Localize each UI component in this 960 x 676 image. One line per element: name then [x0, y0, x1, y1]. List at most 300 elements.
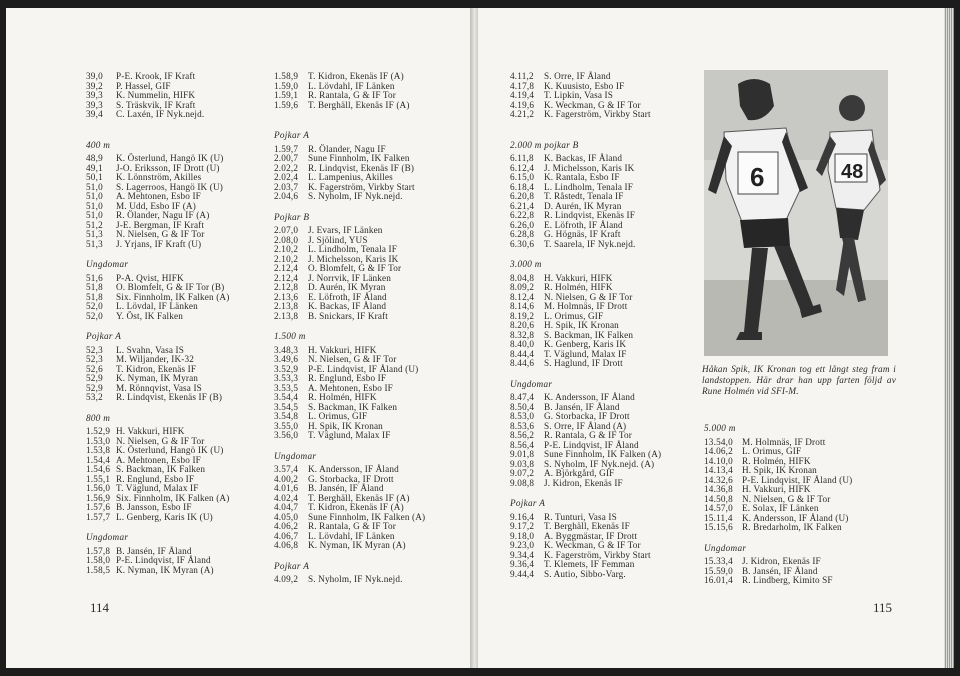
result-row — [86, 110, 229, 120]
result-time: 2.13,6 — [274, 291, 299, 302]
athlete-club: P-E. Krook, IF Kraft — [116, 71, 196, 81]
athlete-club: H. Spik, IK Kronan — [544, 320, 619, 330]
athlete-club: T. Råstedt, Tenala IF — [544, 191, 624, 201]
athlete-club: R. Rantala, G & IF Tor — [308, 90, 396, 100]
result-time: 2.12,4 — [274, 272, 299, 283]
section-heading: 400 m — [86, 139, 111, 150]
athlete-club: H. Vakkuri, HIFK — [116, 426, 185, 436]
results-column-right-2 — [704, 424, 852, 586]
result-time: 53,2 — [86, 392, 103, 402]
athlete-club: J. Yrjans, IF Kraft (U) — [116, 238, 202, 249]
result-row — [86, 312, 229, 322]
athlete-club: H. Vakkuri, HIFK — [742, 484, 811, 494]
athlete-club: T. Kidron, Ekenäs IF (A) — [308, 502, 404, 512]
result-time: 15.11,4 — [704, 512, 733, 523]
book-page-edges — [944, 8, 954, 668]
athlete-club: K. Andersson, IF Åland (U) — [742, 512, 849, 523]
section-heading: Pojkar A — [86, 331, 122, 341]
result-time: 3.54,4 — [274, 392, 299, 402]
result-time: 3.56,0 — [274, 430, 299, 440]
results-column-left-1 — [86, 72, 229, 575]
athlete-club: E. Solax, IF Länken — [742, 503, 819, 513]
result-time: 3.48,3 — [274, 344, 299, 355]
athlete-club: L. Lövdahl, IF Länken — [308, 530, 395, 541]
section-heading: 1.500 m — [274, 331, 306, 341]
result-time: 2.00,7 — [274, 153, 299, 163]
athlete-club: R. Lindqvist, Ekenäs IF (B) — [116, 392, 223, 402]
athlete-club: C. Laxén, IF Nyk.nejd. — [116, 109, 205, 119]
result-time: 8.32,8 — [510, 329, 535, 340]
athlete-club: L. Lampenius, Akilles — [308, 172, 393, 182]
result-row — [510, 110, 661, 120]
result-time: 6.15,0 — [510, 172, 535, 182]
athlete-club: K. Weckman, G & IF Tor — [544, 99, 641, 110]
result-time: 51,3 — [86, 238, 103, 249]
athlete-club: T. Väglund, Malax IF — [544, 348, 627, 359]
result-time: 4.00,2 — [274, 473, 299, 484]
result-time: 51,2 — [86, 219, 103, 230]
result-row — [274, 192, 425, 202]
result-time: 51,0 — [86, 181, 103, 192]
result-time: 8.53,6 — [510, 420, 535, 431]
result-time: 1.56,9 — [86, 492, 111, 503]
result-time: 2.12,8 — [274, 282, 299, 292]
result-time: 9.44,4 — [510, 568, 535, 579]
result-time: 6.26,0 — [510, 219, 535, 230]
athlete-club: A. Mehtonen, Esbo IF — [116, 191, 201, 201]
result-time: 52,9 — [86, 373, 103, 383]
result-row — [274, 541, 425, 551]
result-time: 14.06,2 — [704, 446, 733, 456]
athlete-club: P-E. Lindqvist, IF Åland — [116, 555, 211, 565]
result-time: 3.53,5 — [274, 382, 299, 393]
result-time: 2.13,8 — [274, 301, 299, 311]
athlete-club: O. Blomfelt, G & IF Tor (B) — [116, 282, 225, 292]
result-time: 14.10,0 — [704, 455, 733, 466]
result-time: 48,9 — [86, 153, 103, 163]
result-time: 1.55,1 — [86, 473, 111, 484]
result-time: 2.07,0 — [274, 225, 299, 235]
athlete-club: J-O. Eriksson, IF Drott (U) — [116, 162, 220, 173]
result-time: 9.08,8 — [510, 477, 535, 488]
athlete-club: E. Löfroth, IF Åland — [308, 291, 387, 302]
athlete-club: A. Mehtonen, Esbo IF — [116, 454, 201, 465]
athlete-club: T. Berghäll, Ekenäs IF (A) — [308, 99, 410, 110]
block-spacer — [274, 110, 425, 120]
result-time: 39,3 — [86, 90, 103, 100]
result-time: 3.49,6 — [274, 354, 299, 364]
result-time: 51,6 — [86, 272, 103, 283]
athlete-club: Sune Finnholm, IK Falken — [308, 153, 410, 163]
result-time: 1.54,4 — [86, 454, 111, 465]
result-time: 51,0 — [86, 200, 103, 211]
result-time: 6.12,4 — [510, 162, 535, 173]
athlete-club: K. Weckman, G & IF Tor — [544, 540, 641, 550]
result-time: 52,9 — [86, 382, 103, 393]
athlete-club: P-E. Lindqvist, IF Åland (U) — [308, 363, 419, 374]
result-time: 4.21,2 — [510, 109, 535, 119]
result-time: 52,0 — [86, 310, 103, 321]
page-number-left: 114 — [90, 600, 110, 615]
athlete-club: A. Björkgård, GIF — [544, 468, 615, 478]
athlete-club: K. Österlund, Hangö IK (U) — [116, 153, 224, 163]
runners-photo — [704, 70, 888, 356]
result-time: 14.50,8 — [704, 493, 733, 504]
result-time: 4.19,6 — [510, 99, 535, 110]
athlete-club: S. Nyholm, IF Nyk.nejd. — [308, 191, 403, 201]
athlete-club: T. Berghäll, Ekenäs IF — [544, 521, 630, 531]
athlete-club: T. Kidron, Ekenäs IF (A) — [308, 71, 404, 81]
athlete-club: J. Michelsson, Karis IK — [544, 162, 635, 173]
athlete-club: H. Spik, IK Kronan — [308, 420, 383, 431]
result-time: 1.56,0 — [86, 483, 111, 493]
result-time: 1.54,6 — [86, 464, 111, 474]
athlete-club: R. Tunturi, Vasa IS — [544, 511, 617, 522]
athlete-club: B. Snickars, IF Kraft — [308, 310, 388, 321]
result-time: 14.36,8 — [704, 484, 733, 494]
result-time: 15.15,6 — [704, 522, 733, 532]
athlete-club: J. Sjölind, YUS — [308, 234, 368, 245]
result-time: 14.13,4 — [704, 465, 733, 475]
athlete-club: L. Orimus, GIF — [308, 411, 368, 421]
athlete-club: T. Väglund, Malax IF — [116, 483, 199, 493]
result-row — [274, 101, 425, 111]
athlete-club: Six. Finnholm, IK Falken (A) — [116, 492, 230, 503]
athlete-club: N. Nielsen, G & IF Tor — [116, 229, 205, 239]
athlete-club: Sune Finnholm, IK Falken (A) — [544, 449, 662, 459]
result-time: 2.13,8 — [274, 310, 299, 321]
result-time: 1.53,0 — [86, 435, 111, 446]
athlete-club: S. Träskvik, IF Kraft — [116, 99, 196, 110]
athlete-club: M. Udd, Esbo IF (A) — [116, 200, 196, 211]
athlete-club: P-E. Lindqvist, IF Åland — [544, 439, 639, 450]
result-time: 4.17,8 — [510, 80, 535, 91]
athlete-club: K. Backas, IF Åland — [308, 301, 387, 311]
athlete-club: R. Ölander, Nagu IF — [308, 143, 386, 154]
athlete-club: A. Mehtonen, Esbo IF — [308, 382, 393, 393]
athlete-club: B. Jansén, IF Åland — [116, 545, 192, 556]
athlete-club: R. Holmén, HIFK — [742, 455, 811, 466]
result-row — [274, 431, 425, 441]
result-row — [274, 575, 425, 585]
athlete-club: M. Rönnqvist, Vasa IS — [116, 382, 202, 393]
result-time: 4.11,2 — [510, 71, 534, 81]
athlete-club: J. Kidron, Ekenäs IF — [742, 556, 821, 566]
result-time: 6.30,6 — [510, 238, 535, 249]
result-time: 8.12,4 — [510, 291, 535, 302]
athlete-club: N. Nielsen, G & IF Tor — [742, 493, 831, 504]
result-time: 9.23,0 — [510, 540, 535, 550]
athlete-club: K. Lönnström, Akilles — [116, 172, 202, 182]
result-time: 51,3 — [86, 229, 103, 239]
section-heading: Ungdomar — [704, 542, 747, 553]
result-time: 4.02,4 — [274, 492, 299, 503]
result-time: 4.09,2 — [274, 574, 299, 584]
result-time: 8.44,4 — [510, 348, 535, 359]
result-time: 8.44,6 — [510, 358, 535, 368]
athlete-club: R. Holmén, HIFK — [308, 392, 377, 402]
result-time: 1.52,9 — [86, 426, 111, 436]
result-time: 1.58,9 — [274, 71, 299, 81]
result-time: 1.59,0 — [274, 80, 299, 91]
athlete-club: K. Fagerström, Virkby Start — [308, 181, 415, 192]
result-time: 8.40,0 — [510, 339, 535, 349]
result-time: 6.28,8 — [510, 229, 535, 239]
result-time: 6.11,8 — [510, 153, 534, 163]
athlete-club: T. Väglund, Malax IF — [308, 430, 391, 440]
result-time: 9.01,8 — [510, 449, 535, 459]
athlete-club: G. Storbacka, IF Drott — [308, 473, 394, 484]
athlete-club: S. Backman, IK Falken — [116, 464, 206, 474]
athlete-club: L. Svahn, Vasa IS — [116, 344, 184, 355]
athlete-club: P-A. Qvist, HIFK — [116, 272, 184, 283]
athlete-club: S. Backman, IK Falken — [308, 401, 398, 412]
athlete-club: P. Hassel, GIF — [116, 80, 171, 91]
athlete-club: P-E. Lindqvist, IF Åland (U) — [742, 474, 853, 485]
result-time: 9.17,2 — [510, 521, 535, 531]
athlete-club: S. Lagerroos, Hangö IK (U) — [116, 181, 223, 192]
athlete-club: K. Rantala, Esbo IF — [544, 172, 620, 182]
result-time: 4.04,7 — [274, 502, 299, 512]
athlete-club: K. Nummelin, HIFK — [116, 90, 196, 100]
athlete-club: D. Aurén, IK Myran — [308, 282, 386, 292]
section-heading: Pojkar A — [274, 130, 310, 140]
athlete-club: G. Storbacka, IF Drott — [544, 411, 630, 421]
result-time: 13.54,0 — [704, 436, 733, 447]
result-time: 9.34,4 — [510, 549, 535, 560]
athlete-club: K. Andersson, IF Åland — [308, 464, 399, 474]
result-time: 4.06,7 — [274, 530, 299, 541]
result-time: 49,1 — [86, 162, 103, 173]
result-time: 50,1 — [86, 172, 103, 182]
result-time: 6.18,4 — [510, 181, 535, 192]
athlete-club: R. Rantala, G & IF Tor — [308, 521, 396, 531]
result-time: 6.21,4 — [510, 200, 535, 211]
result-time: 16.01,4 — [704, 575, 733, 585]
athlete-club: B. Jansén, IF Åland — [308, 483, 384, 493]
left-page — [6, 8, 472, 668]
result-time: 2.12,4 — [274, 263, 299, 273]
result-time: 51,8 — [86, 282, 103, 292]
result-time: 52,0 — [86, 301, 103, 311]
section-heading: Ungdomar — [86, 532, 129, 542]
athlete-club: R. Englund, Esbo IF — [116, 473, 195, 484]
result-time: 3.57,4 — [274, 464, 299, 474]
result-time: 2.03,7 — [274, 181, 299, 192]
result-time: 9.18,0 — [510, 530, 535, 541]
athlete-club: R. Holmén, HIFK — [544, 282, 613, 292]
section-heading: 5.000 m — [704, 423, 736, 433]
result-time: 51,0 — [86, 210, 103, 220]
result-time: 52,6 — [86, 363, 103, 374]
athlete-club: L. Genberg, Karis IK (U) — [116, 511, 213, 522]
result-time: 3.54,5 — [274, 401, 299, 412]
result-time: 4.19,4 — [510, 90, 535, 100]
section-heading: Pojkar A — [510, 498, 546, 508]
section-heading: Ungdomar — [86, 259, 129, 269]
athlete-club: R. Englund, Esbo IF — [308, 373, 387, 383]
result-time: 1.58,0 — [86, 555, 111, 565]
result-time: 14.57,0 — [704, 503, 733, 513]
athlete-club: J-E. Bergman, IF Kraft — [116, 219, 205, 230]
result-time: 4.06,8 — [274, 540, 299, 550]
athlete-club: K. Nyman, IK Myran — [116, 373, 199, 383]
result-time: 51,8 — [86, 291, 103, 302]
result-row — [86, 240, 229, 250]
athlete-club: S. Orre, IF Åland — [544, 71, 611, 81]
result-time: 15.33,4 — [704, 556, 733, 566]
athlete-club: K. Andersson, IF Åland — [544, 392, 635, 402]
result-row — [510, 359, 661, 369]
athlete-club: K. Österlund, Hangö IK (U) — [116, 445, 224, 455]
athlete-club: T. Saarela, IF Nyk.nejd. — [544, 238, 636, 249]
athlete-club: S. Nyholm, IF Nyk.nejd. (A) — [544, 458, 655, 469]
athlete-club: A. Byggmästar, IF Drott — [544, 530, 638, 541]
athlete-club: E. Löfroth, IF Åland — [544, 219, 623, 230]
result-time: 2.02,2 — [274, 162, 299, 173]
result-time: 51,0 — [86, 191, 103, 201]
result-time: 14.32,6 — [704, 474, 733, 485]
athlete-club: L. Lindholm, Tenala IF — [308, 244, 397, 254]
result-time: 4.01,6 — [274, 483, 299, 493]
result-time: 9.03,8 — [510, 458, 535, 469]
athlete-club: L. Lövdahl, IF Länken — [308, 80, 395, 91]
athlete-club: N. Nielsen, G & IF Tor — [544, 291, 633, 302]
section-heading: Pojkar A — [274, 560, 310, 571]
result-time: 9.36,4 — [510, 559, 535, 569]
page-number-right: 115 — [872, 600, 892, 615]
result-time: 3.55,0 — [274, 420, 299, 431]
result-time: 2.08,0 — [274, 234, 299, 245]
athlete-club: T. Kidron, Ekenäs IF — [116, 363, 197, 374]
result-row — [704, 523, 852, 533]
result-time: 1.57,6 — [86, 502, 111, 512]
athlete-club: K. Backas, IF Åland — [544, 153, 623, 163]
result-row — [704, 576, 852, 586]
result-time: 39,3 — [86, 99, 103, 110]
result-time: 3.54,8 — [274, 411, 299, 421]
result-row — [86, 513, 229, 523]
athlete-club: S. Orre, IF Åland (A) — [544, 420, 627, 431]
result-time: 6.22,8 — [510, 210, 535, 220]
athlete-club: T. Klemets, IF Femman — [544, 559, 635, 569]
result-time: 3.53,3 — [274, 373, 299, 383]
athlete-club: K. Nyman, IK Myran (A) — [308, 540, 406, 550]
result-time: 39,2 — [86, 80, 103, 91]
result-row — [274, 312, 425, 322]
athlete-club: L. Lövdal, IF Länken — [116, 301, 198, 311]
result-time: 1.57,8 — [86, 545, 111, 556]
athlete-club: H. Vakkuri, HIFK — [544, 272, 613, 283]
result-time: 1.58,5 — [86, 564, 111, 575]
result-row — [510, 240, 661, 250]
athlete-club: G. Högnäs, IF Kraft — [544, 229, 621, 239]
athlete-club: Y. Öst, IK Falken — [116, 310, 183, 321]
athlete-club: N. Nielsen, G & IF Tor — [308, 354, 397, 364]
result-time: 6.20,8 — [510, 191, 535, 201]
block-spacer — [86, 120, 229, 130]
athlete-club: S. Nyholm, IF Nyk.nejd. — [308, 574, 403, 584]
result-time: 8.14,6 — [510, 301, 535, 311]
section-heading: 800 m — [86, 412, 111, 423]
athlete-club: O. Blomfelt, G & IF Tor — [308, 263, 402, 273]
result-time: 15.59,0 — [704, 565, 733, 576]
athlete-club: L. Orimus, GIF — [742, 446, 802, 456]
result-time: 8.20,6 — [510, 320, 535, 330]
photo-caption: Håkan Spik, IK Kronan tog ett långt steg fram i landstoppen. Här drar han upp farten följd av Rune Holmén vid SFI-M. — [702, 364, 896, 396]
bib-number-left: 6 — [750, 162, 765, 192]
athlete-club: L. Lindholm, Tenala IF — [544, 181, 633, 192]
athlete-club: R. Rantala, G & IF Tor — [544, 430, 632, 440]
athlete-club: H. Vakkuri, HIFK — [308, 344, 377, 355]
result-row — [86, 566, 229, 576]
result-time: 2.10,2 — [274, 253, 299, 264]
athlete-club: Six. Finnholm, IK Falken (A) — [116, 291, 230, 302]
result-time: 8.56,4 — [510, 439, 535, 450]
section-heading: 2.000 m pojkar B — [510, 139, 579, 150]
result-time: 9.07,2 — [510, 468, 535, 478]
result-time: 2.02,4 — [274, 172, 299, 182]
result-time: 8.53,0 — [510, 411, 535, 421]
athlete-club: S. Backman, IK Falken — [544, 329, 634, 340]
result-time: 3.52,9 — [274, 363, 299, 374]
result-time: 4.06,2 — [274, 521, 299, 531]
athlete-club: S. Autio, Sibbo-Varg. — [544, 568, 626, 579]
athlete-club: D. Aurén, IK Myran — [544, 200, 622, 211]
athlete-club: T. Berghäll, Ekenäs IF (A) — [308, 492, 410, 503]
athlete-club: R. Lindberg, Kimito SF — [742, 575, 833, 585]
athlete-club: B. Jansén, IF Åland — [742, 565, 818, 576]
result-time: 52,3 — [86, 344, 103, 355]
result-time: 8.19,2 — [510, 310, 535, 321]
results-column-left-2 — [274, 72, 425, 585]
result-row — [510, 570, 661, 580]
athlete-club: K. Nyman, IK Myran (A) — [116, 564, 214, 575]
athlete-club: R. Bredarholm, IK Falken — [742, 522, 842, 532]
athlete-club: J. Kidron, Ekenäs IF — [544, 477, 623, 488]
bib-number-right: 48 — [841, 161, 864, 183]
athlete-club: Sune Finnholm, IK Falken (A) — [308, 511, 426, 522]
result-time: 8.04,8 — [510, 272, 535, 283]
result-time: 9.16,4 — [510, 511, 535, 522]
result-time: 1.59,1 — [274, 90, 299, 100]
athlete-club: K. Fagerström, Virkby Start — [544, 109, 651, 119]
athlete-club: B. Jansson, Esbo IF — [116, 502, 192, 512]
section-heading: Ungdomar — [274, 450, 317, 461]
athlete-club: R. Ölander, Nagu IF (A) — [116, 210, 210, 220]
block-spacer — [510, 120, 661, 130]
athlete-club: S. Haglund, IF Drott — [544, 358, 623, 368]
result-row — [510, 479, 661, 489]
athlete-club: J. Michelsson, Karis IK — [308, 253, 399, 264]
result-time: 1.59,7 — [274, 143, 299, 154]
result-time: 1.59,6 — [274, 99, 299, 110]
athlete-club: K. Fagerström, Virkby Start — [544, 549, 651, 560]
athlete-club: R. Lindqvist, Ekenäs IF — [544, 210, 635, 220]
athlete-club: H. Spik, IK Kronan — [742, 465, 817, 475]
athlete-club: L. Orimus, GIF — [544, 310, 604, 321]
result-time: 1.57,7 — [86, 511, 111, 522]
athlete-club: N. Nielsen, G & IF Tor — [116, 435, 205, 446]
athlete-club: T. Lipkin, Vasa IS — [544, 90, 613, 100]
result-time: 4.05,0 — [274, 511, 299, 522]
section-heading: Pojkar B — [274, 211, 310, 222]
athlete-club: K. Genberg, Karis IK — [544, 339, 627, 349]
result-time: 8.50,4 — [510, 401, 535, 412]
athlete-club: B. Jansén, IF Åland — [544, 401, 620, 412]
right-page — [478, 8, 944, 668]
section-heading: Ungdomar — [510, 378, 553, 389]
